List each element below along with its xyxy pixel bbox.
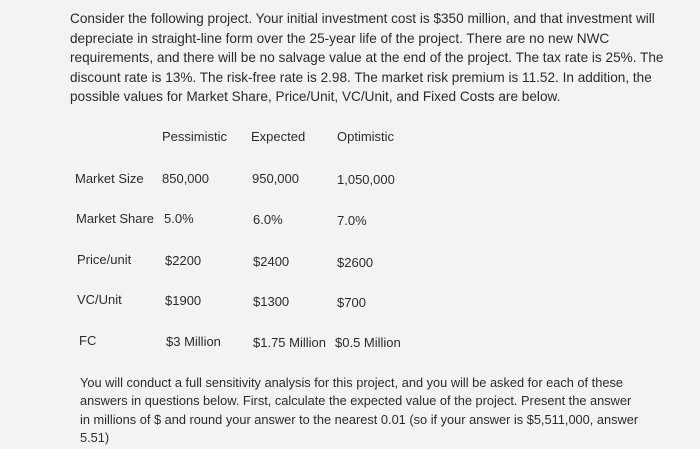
row-label-fc: FC xyxy=(79,333,97,348)
cell-price-unit-pessimistic: $2200 xyxy=(165,253,202,268)
header-optimistic: Optimistic xyxy=(337,129,395,144)
cell-market-size-expected: 950,000 xyxy=(252,171,299,186)
cell-fc-expected: $1.75 Million xyxy=(253,335,326,350)
row-label-market-size: Market Size xyxy=(75,171,144,186)
cell-market-size-pessimistic: 850,000 xyxy=(162,171,209,186)
cell-price-unit-optimistic: $2600 xyxy=(337,255,374,270)
cell-vc-unit-expected: $1300 xyxy=(253,294,290,309)
problem-question: You will conduct a full sensitivity analysis for this project, and you will be asked for each of these answers in questions below. First, calculate the expected value of the project. Present the answer in millions of $ and round your answer to the nearest 0.01 (so if your answer is $5,511,000, answer 5.51) xyxy=(80,375,639,446)
row-label-market-share: Market Share xyxy=(76,211,155,226)
cell-fc-optimistic: $0.5 Million xyxy=(335,335,401,350)
header-expected: Expected xyxy=(251,129,306,144)
header-pessimistic: Pessimistic xyxy=(162,129,228,144)
cell-market-share-optimistic: 7.0% xyxy=(337,213,367,228)
cell-vc-unit-optimistic: $700 xyxy=(337,295,366,310)
cell-vc-unit-pessimistic: $1900 xyxy=(165,293,202,308)
cell-market-size-optimistic: 1,050,000 xyxy=(337,172,395,187)
row-label-vc-unit: VC/Unit xyxy=(77,292,122,307)
cell-price-unit-expected: $2400 xyxy=(253,254,290,269)
cell-market-share-expected: 6.0% xyxy=(253,212,283,227)
cell-fc-pessimistic: $3 Million xyxy=(166,334,221,349)
row-label-price-unit: Price/unit xyxy=(77,252,132,267)
problem-intro: Consider the following project. Your initial investment cost is $350 million, and that investment will depreciate in straight-line form over the 25-year life of the project. There are no new NWC requirements, and there will be no salvage value at the end of the project. The tax rate is 25%. The discount rate is 13%. The risk-free rate is 2.98. The market risk premium is 11.52. In addition, the possible values for Market Share, Price/Unit, VC/Unit, and Fixed Costs are below. xyxy=(70,11,664,105)
cell-market-share-pessimistic: 5.0% xyxy=(164,211,194,226)
